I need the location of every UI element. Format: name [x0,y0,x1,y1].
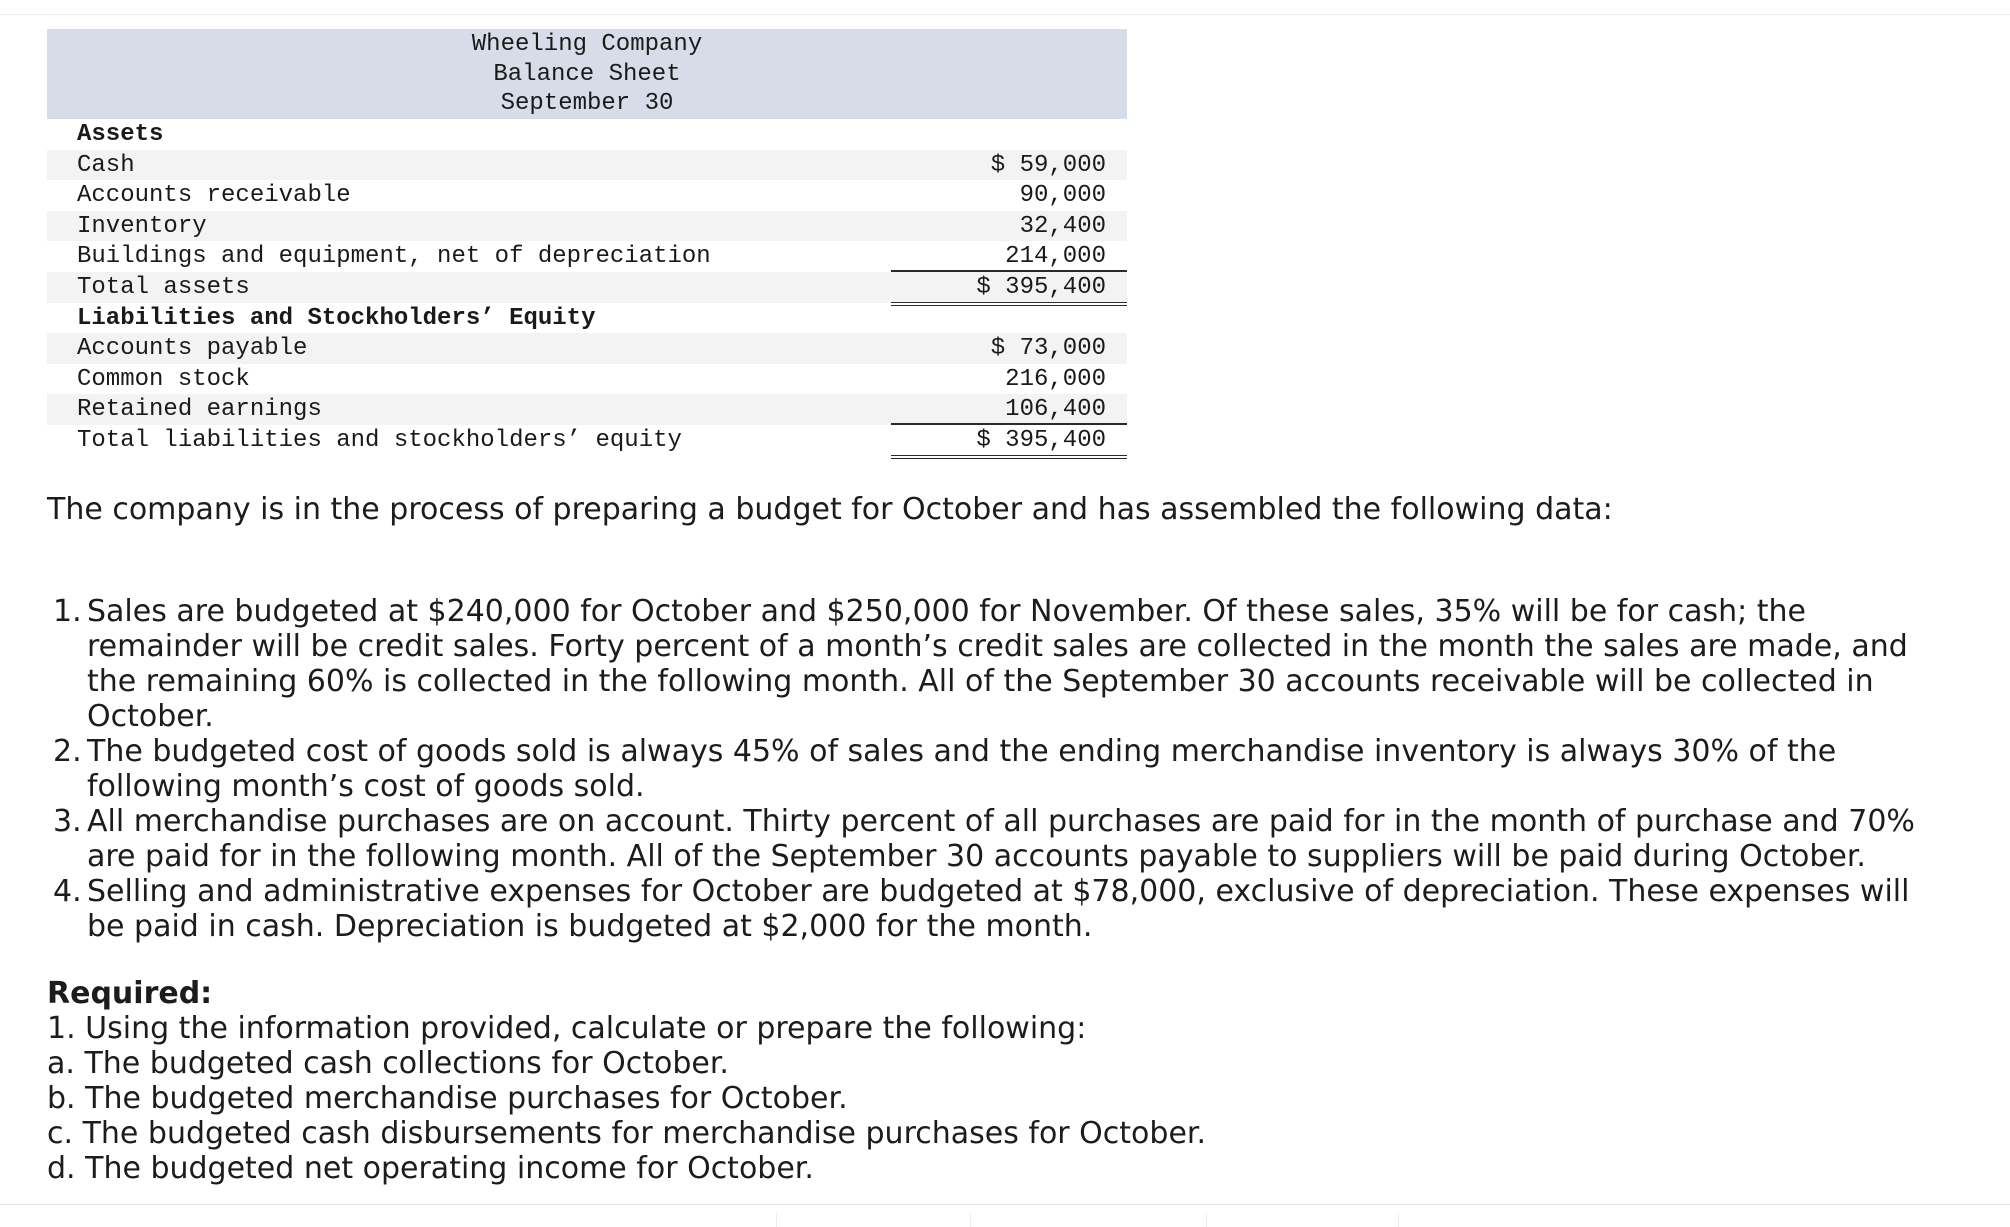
required-line-d: d. The budgeted net operating income for October. [47,1151,814,1186]
accounts-receivable-label: Accounts receivable [77,182,351,210]
liabilities-heading: Liabilities and Stockholders’ Equity [77,304,596,332]
inventory-row [47,211,1127,242]
total-assets-row [47,272,1127,303]
statement-title: Balance Sheet [493,61,681,88]
statement-date: September 30 [500,90,674,117]
retained-earnings-label: Retained earnings [77,396,322,424]
required-title: Required: [47,976,213,1011]
bottom-divider [0,1204,2010,1205]
list-item-text: The budgeted cost of goods sold is always 45% of sales and the ending merchandise inventory is always 30% of the following month’s cost of goods sold. [87,734,1837,804]
liabilities-heading-row [47,303,1127,334]
cash-row [47,150,1127,181]
cash-label: Cash [77,151,135,179]
list-item-number: 1. [53,594,82,629]
list-item-text: Selling and administrative expenses for October are budgeted at $78,000, exclusive of depreciation. These expenses will be paid in cash. Depreciation is budgeted at $2,000 for the month. [87,874,1910,944]
accounts-payable-row [47,333,1127,364]
required-section [47,976,1547,1186]
data-list [47,594,1927,944]
footer-tick [1398,1213,1399,1227]
company-name: Wheeling Company [471,31,703,58]
buildings-label: Buildings and equipment, net of depreciation [77,243,711,271]
list-item [47,874,1927,944]
required-line-c: c. The budgeted cash disbursements for merchandise purchases for October. [47,1116,1207,1151]
balance-sheet-header [47,29,1127,119]
total-liabilities-equity-label: Total liabilities and stockholders’ equity [77,426,682,454]
required-line-b: b. The budgeted merchandise purchases for October. [47,1081,848,1116]
footer-tick [776,1213,777,1227]
assets-heading-row [47,119,1127,150]
list-item-text: All merchandise purchases are on account. Thirty percent of all purchases are paid for in the month of purchase and 70% are paid for in the following month. All of the September 30 accounts payable to suppliers will be paid during October. [87,804,1915,874]
buildings-amount: 214,000 [1005,243,1106,271]
retained-earnings-amount: 106,400 [1005,396,1106,424]
buildings-row [47,241,1127,272]
total-assets-amount: $ 395,400 [976,273,1106,301]
cash-amount: $ 59,000 [990,151,1106,179]
total-double-rule [891,455,1127,459]
assets-heading: Assets [77,121,164,148]
retained-earnings-row [47,394,1127,425]
inventory-label: Inventory [77,212,207,240]
list-item-number: 4. [53,874,82,909]
footer-tick [1206,1213,1207,1227]
required-line-a: a. The budgeted cash collections for October. [47,1046,729,1081]
accounts-receivable-row [47,180,1127,211]
total-liabilities-equity-row [47,425,1127,456]
common-stock-label: Common stock [77,365,250,393]
top-divider [0,14,2010,15]
footer-tick [970,1213,971,1227]
accounts-receivable-amount: 90,000 [1019,182,1106,210]
list-item-number: 3. [53,804,82,839]
list-item [47,734,1927,804]
total-assets-label: Total assets [77,273,250,301]
total-liabilities-equity-amount: $ 395,400 [976,426,1106,454]
balance-sheet [47,29,1127,456]
common-stock-amount: 216,000 [1005,365,1106,393]
common-stock-row [47,364,1127,395]
list-item-text: Sales are budgeted at $240,000 for October and $250,000 for November. Of these sales, 35% will be for cash; the remainder will be credit sales. Forty percent of a month’s credit sales are collected in the month the sales are made, and the remaining 60% is collected in the following month. All of the September 30 accounts receivable will be collected in October. [87,594,1908,734]
intro-text: The company is in the process of preparing a budget for October and has assembled the following data: [47,492,1613,527]
accounts-payable-label: Accounts payable [77,335,308,363]
accounts-payable-amount: $ 73,000 [990,335,1106,363]
list-item-number: 2. [53,734,82,769]
required-line-1: 1. Using the information provided, calculate or prepare the following: [47,1011,1087,1046]
inventory-amount: 32,400 [1019,212,1106,240]
list-item [47,594,1927,734]
list-item [47,804,1927,874]
